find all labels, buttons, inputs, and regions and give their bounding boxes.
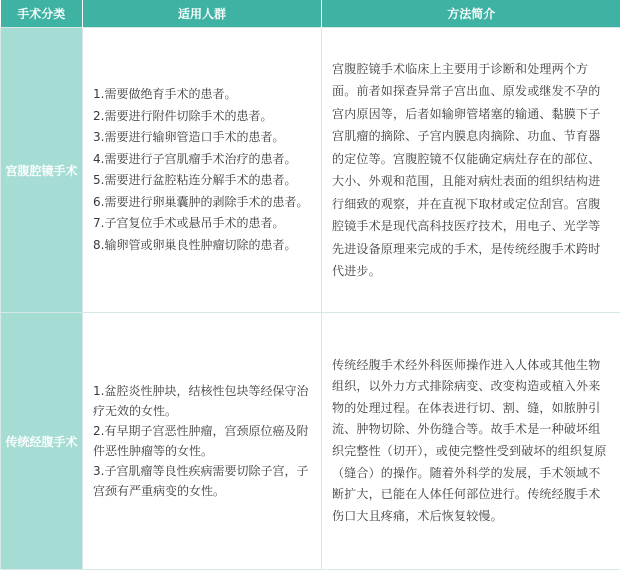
audience-item: 1.需要做绝育手术的患者。 [93, 84, 313, 106]
description-cell [322, 28, 620, 313]
audience-item: 2.有早期子宫恶性肿瘤，宫颈原位癌及附件恶性肿瘤等的女性。 [93, 421, 313, 461]
description-text: 宫腹腔镜手术临床上主要用于诊断和处理两个方面。前者如探查异常子宫出血、原发或继发不孕的宫内原因等，后者如输卵管堵塞的输通、黏膜下子宫肌瘤的摘除、子宫内膜息肉摘除、功血、节育器的定位等。宫腹腔镜不仅能确定病灶存在的部位、大小、外观和范围，且能对病灶表面的组织结构进行细致的观察，并在直视下取材或定位刮宫。宫腹腔镜手术是现代高科技医疗技术，用电子、光学等先进设备原理来完成的手术，是传统经腹手术跨时代进步。 [332, 58, 610, 283]
audience-item: 4.需要进行子宫肌瘤手术治疗的患者。 [93, 149, 313, 171]
audience-item: 8.输卵管或卵巢良性肿瘤切除的患者。 [93, 235, 313, 257]
audience-item: 5.需要进行盆腔粘连分解手术的患者。 [93, 170, 313, 192]
audience-cell [83, 28, 322, 313]
header-category: 手术分类 [1, 0, 83, 28]
header-description: 方法简介 [322, 0, 620, 28]
audience-item: 7.子宫复位手术或悬吊手术的患者。 [93, 213, 313, 235]
table-row-laparoscopic [1, 28, 620, 313]
audience-item: 2.需要进行附件切除手术的患者。 [93, 106, 313, 128]
audience-item: 1.盆腔炎性肿块，结核性包块等经保守治疗无效的女性。 [93, 381, 313, 421]
header-row [1, 0, 620, 28]
audience-item: 3.子宫肌瘤等良性疾病需要切除子宫，子宫颈有严重病变的女性。 [93, 461, 313, 501]
audience-cell [83, 313, 322, 570]
category-cell: 宫腹腔镜手术 [1, 28, 83, 313]
header-audience: 适用人群 [83, 0, 322, 28]
table-row-open-surgery [1, 313, 620, 570]
description-text: 传统经腹手术经外科医师操作进入人体或其他生物组织，以外力方式排除病变、改变构造或植入外来物的处理过程。在体表进行切、割、缝，如脓肿引流、肿物切除、外伤缝合等。故手术是一种破坏组织完整性（切开），或使完整性受到破坏的组织复原（缝合）的操作。随着外科学的发展，手术领域不断扩大，已能在人体任何部位进行。传统经腹手术伤口大且疼痛，术后恢复较慢。 [332, 355, 610, 528]
audience-item: 3.需要进行输卵管造口手术的患者。 [93, 127, 313, 149]
description-cell [322, 313, 620, 570]
audience-item: 6.需要进行卵巢囊肿的剥除手术的患者。 [93, 192, 313, 214]
category-cell: 传统经腹手术 [1, 313, 83, 570]
